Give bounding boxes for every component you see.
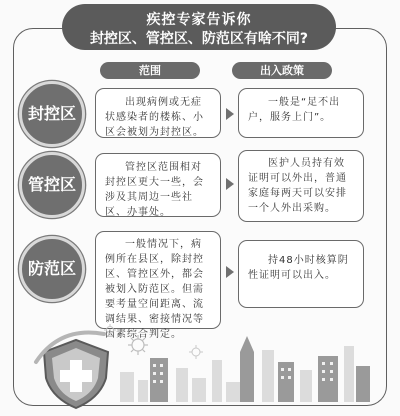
scope-text-sealed: 出现病例或无症状感染者的楼栋、小区会被划为封控区。 <box>105 97 204 138</box>
title-line2: 封控区、管控区、防范区有啥不同? <box>89 31 309 47</box>
zone-badge-sealed: 封控区 <box>19 81 85 147</box>
policy-column-header: 出入政策 <box>232 62 332 79</box>
zone-badge-precaution: 防范区 <box>19 236 85 302</box>
title-banner <box>62 4 336 50</box>
policy-text-sealed: 一般是“足不出户，服务上门”。 <box>248 97 341 123</box>
arrow-right-icon <box>226 178 234 190</box>
scope-column-header: 范围 <box>100 62 200 79</box>
scope-text-precaution: 一般情况下，病例所在县区，除封控区、管控区外，都会被划入防范区。但需要考量空间距离、流调结果、密接情况等因素综合判定。 <box>105 239 204 340</box>
title-line1: 疾控专家告诉你 <box>146 12 252 28</box>
arrow-right-icon <box>226 108 234 120</box>
zone-badge-controlled: 管控区 <box>19 152 85 218</box>
scope-box-sealed <box>95 88 221 138</box>
arrow-right-icon <box>226 266 234 278</box>
policy-box-precaution <box>238 240 364 308</box>
scope-box-controlled <box>95 153 221 217</box>
scope-box-precaution <box>95 231 221 340</box>
scope-text-controlled: 管控区范围相对封控区更大一些，会涉及其周边一些社区、办事处。 <box>105 162 204 218</box>
policy-text-precaution: 持48小时核算阴性证明可以出入。 <box>248 255 349 281</box>
policy-text-controlled: 医护人员持有效证明可以外出，普通家庭每两天可以安排一个人外出采购。 <box>248 158 347 214</box>
policy-box-sealed <box>238 88 364 138</box>
policy-box-controlled <box>238 150 364 222</box>
